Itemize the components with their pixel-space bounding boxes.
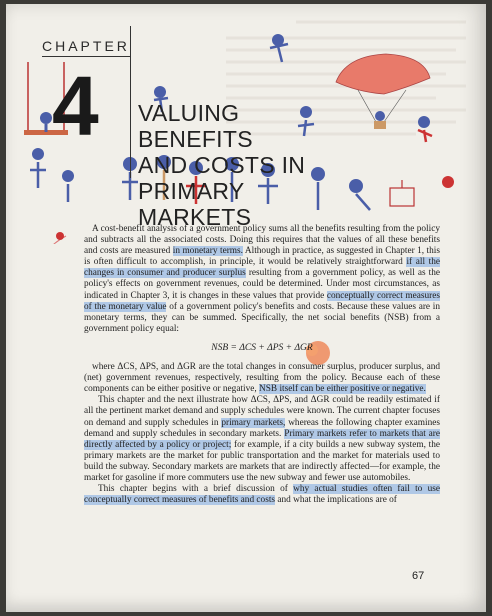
title-line-1: VALUING BENEFITS — [138, 100, 253, 152]
chapter-number: 4 — [52, 59, 99, 153]
paragraph-4: This chapter begins with a brief discussion of why actual studies often fail to use conceptually correct measures of benefits and costs and what the implications are of — [84, 484, 440, 506]
highlight: conceptually correct measures of the monetary value — [84, 290, 440, 312]
paragraph-1: A cost-benefit analysis of a government policy sums all the benefits resulting from the policy and subtracts all the associated costs. Doing this requires that the values of all these benefits and costs are measured in monetary terms. Although in practice, as suggested in Chapter 1, this is often difficult to accomplish, in principle, it would be relatively straightforward if all the changes in consumer and producer surplus resulting from a government policy, as well as the policy's effects on government revenues, could be determined. Under most circumstances, as indicated in Chapter 3, it is changes in these values that provide conceptually correct measures of the monetary value of a government policy's benefits and costs. Because these values are in monetary terms, they can be summed. Specifically, the net social benefits (NSB) from a government policy equal: — [84, 224, 441, 334]
title-line-2: AND COSTS IN — [138, 152, 306, 178]
highlight: if all the changes in consumer and producer surplus — [84, 257, 440, 279]
chapter-rule-horizontal — [42, 56, 130, 57]
chapter-label: CHAPTER — [42, 38, 130, 54]
highlight: primary markets, — [221, 417, 286, 428]
title-line-3: PRIMARY MARKETS — [138, 178, 252, 230]
paragraph-2: where ΔCS, ΔPS, and ΔGR are the total changes in consumer surplus, producer surplus, and (net) government revenues, respectively, resulting from the policy. Because each of these components can be either positive or negative, NSB itself can be either positive or negative. — [84, 362, 440, 395]
highlight: why actual studies often fail to use conceptually correct measures of benefits and costs — [84, 484, 440, 506]
page-number: 67 — [412, 570, 425, 582]
chapter-title — [138, 100, 338, 230]
cord-knob — [56, 232, 64, 240]
body-text — [84, 224, 440, 506]
highlight: NSB itself can be either positive or negative. — [259, 384, 426, 395]
balloon-figure — [336, 54, 430, 129]
book-page — [6, 4, 486, 612]
highlight: Primary markets refer to markets that are directly affected by a policy or project; — [84, 428, 440, 450]
paragraph-3: This chapter and the next illustrate how ΔCS, ΔPS, and ΔGR could be readily estimated if all the pertinent market demand and supply schedules were known. The current chapter focuses on demand and supply schedules in primary markets, whereas the following chapter examines demand and supply schedules in secondary markets. Primary markets refer to markets that are directly affected by a policy or project; for example, if a city builds a new subway system, the primary markets are the market for public transportation and the market for materials used to build the subway. Secondary markets are markets that are indirectly affected—for example, the market for gasoline if more commuters use the new subway and fewer use automobiles. — [84, 395, 440, 483]
nsb-equation: NSB = ΔCS + ΔPS + ΔGR — [211, 342, 313, 353]
highlight: in monetary terms. — [172, 246, 243, 257]
chapter-rule-vertical — [130, 26, 131, 178]
